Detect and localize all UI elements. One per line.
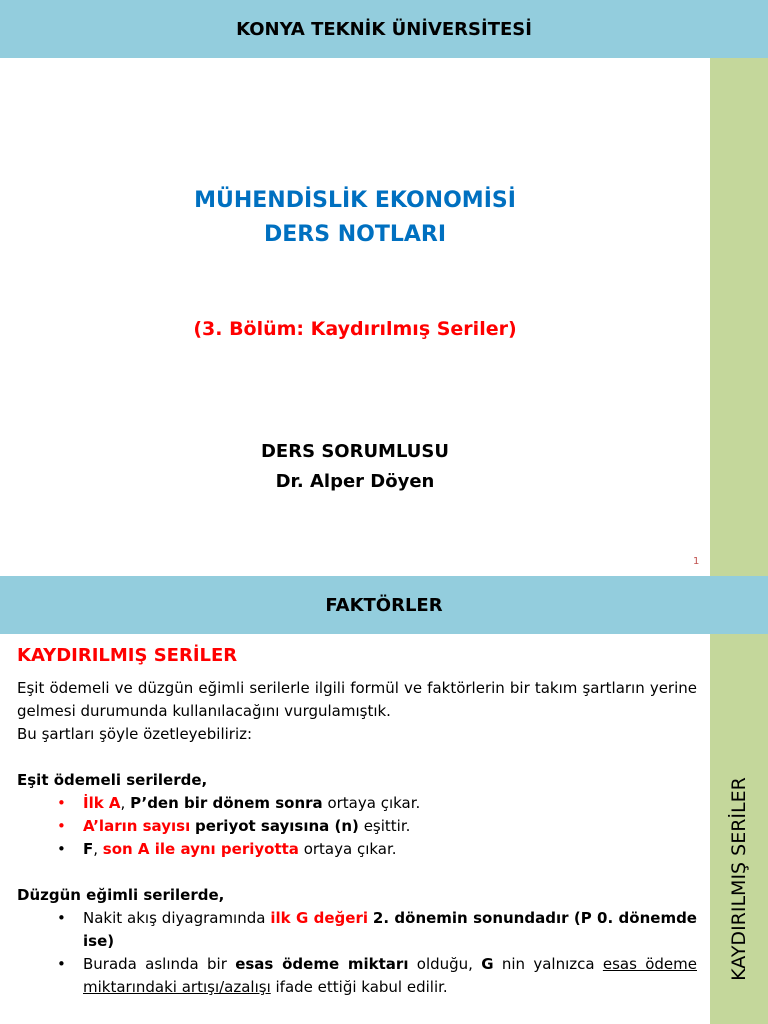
- side-label-bar: [710, 634, 768, 1024]
- list-text: nin yalnızca: [493, 955, 603, 973]
- equal-series-heading: Eşit ödemeli serilerde,: [17, 771, 208, 789]
- list-item: [17, 953, 697, 999]
- responsible-label: DERS SORUMLUSU: [260, 441, 449, 462]
- list-item: [17, 907, 697, 953]
- intro-summary: Bu şartları şöyle özetleyebiliriz:: [17, 725, 253, 743]
- slide-content: [17, 644, 697, 999]
- list-text: ,: [120, 794, 131, 812]
- bullet-icon: •: [57, 817, 66, 835]
- highlight-text: son A ile aynı periyotta: [102, 840, 299, 858]
- highlight-text: A’ların sayısı: [83, 817, 191, 835]
- bold-text: periyot sayısına (n): [195, 817, 359, 835]
- side-label-text: KAYDIRILMIŞ SERİLER: [728, 777, 750, 981]
- gradient-series-heading: Düzgün eğimli serilerde,: [17, 886, 225, 904]
- course-title-line-2: DERS NOTLARI: [263, 222, 447, 247]
- content-slide: [0, 576, 768, 1024]
- list-text: olduğu,: [408, 955, 482, 973]
- university-name: KONYA TEKNİK ÜNİVERSİTESİ: [236, 18, 532, 40]
- chapter-title: [0, 318, 710, 340]
- bullet-icon: •: [57, 840, 66, 858]
- bold-text: P’den bir dönem sonra: [130, 794, 323, 812]
- bullet-icon: •: [57, 909, 66, 927]
- list-text: eşittir.: [358, 817, 411, 835]
- university-header-bar: [0, 0, 768, 58]
- list-text: Nakit akış diyagramında: [83, 909, 271, 927]
- instructor-block: [0, 437, 710, 497]
- bullet-icon: •: [57, 794, 66, 812]
- highlight-text: ilk G değeri: [270, 909, 368, 927]
- slide-title: FAKTÖRLER: [325, 594, 443, 616]
- list-text: ,: [93, 840, 103, 858]
- intro-paragraph: Eşit ödemeli ve düzgün eğimli serilerle ilgili formül ve faktörlerin bir takım şartların yerine gelmesi durumunda kullanılacağını vurgulamıştık.: [17, 679, 697, 720]
- list-text: ifade ettiği kabul edilir.: [270, 978, 448, 996]
- page-number: 1: [693, 556, 700, 567]
- bold-text: F: [83, 840, 94, 858]
- side-decoration-bar: [710, 58, 768, 576]
- bold-text: 2. dönemin sonundadır (P 0. dönemde ise): [83, 909, 697, 950]
- list-text: ortaya çıkar.: [322, 794, 421, 812]
- list-text: ortaya çıkar.: [298, 840, 397, 858]
- underlined-text: esas ödeme miktarındaki artışı/azalışı: [83, 955, 697, 996]
- bold-text: G: [481, 955, 494, 973]
- equal-series-list: [17, 792, 697, 861]
- bold-text: esas ödeme miktarı: [235, 955, 409, 973]
- gradient-series-list: [17, 907, 697, 999]
- list-item: [17, 792, 697, 815]
- section-heading: KAYDIRILMIŞ SERİLER: [17, 645, 238, 666]
- list-item: [17, 838, 697, 861]
- list-item: [17, 815, 697, 838]
- faktorler-header-bar: [0, 576, 768, 634]
- list-text: Burada aslında bir: [83, 955, 236, 973]
- instructor-name: Dr. Alper Döyen: [275, 471, 435, 492]
- side-label-box: [710, 754, 768, 1004]
- chapter-label: (3. Bölüm: Kaydırılmış Seriler): [193, 318, 517, 340]
- course-title-line-1: MÜHENDİSLİK EKONOMİSİ: [194, 188, 516, 213]
- bullet-icon: •: [57, 955, 66, 973]
- highlight-text: İlk A: [83, 794, 121, 812]
- course-title: [0, 184, 710, 252]
